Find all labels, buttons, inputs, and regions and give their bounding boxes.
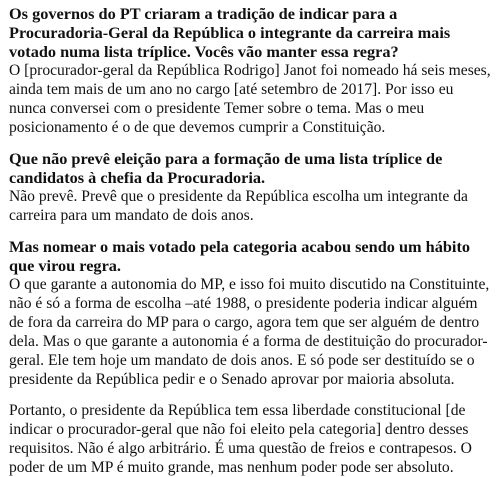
qa-block-1 [9,4,492,137]
question-2: Que não prevê eleição para a formação de uma lista tríplice de candidatos à chefia da Procuradoria. [9,149,443,187]
closing-block [9,401,492,477]
question-3: Mas nomear o mais votado pela categoria acabou sendo um hábito que virou regra. [9,237,471,275]
closing-paragraph: Portanto, o presidente da República tem essa liberdade constitucional [de indicar o procurador-geral que não foi eleito pela categoria] dentro desses requisitos. Não é algo arbitrário. É uma questão de freios e contrapesos. O poder de um MP é muito grande, mas nenhum poder pode ser absoluto. [9,402,472,476]
answer-2: Não prevê. Prevê que o presidente da República escolha um integrante da carreira para um mandato de dois anos. [9,188,468,224]
question-1: Os governos do PT criaram a tradição de indicar para a Procuradoria-Geral da República o integrante da carreira mais votado numa lista tríplice. Vocês vão manter essa regra? [9,4,451,61]
qa-block-3 [9,237,492,389]
qa-block-2 [9,149,492,225]
answer-1: O [procurador-geral da República Rodrigo] Janot foi nomeado há seis meses, ainda tem mais de um ano no cargo [até setembro de 2017]. Por isso eu nunca conversei com o presidente Temer sobre o tema. Mas o meu posicionamento é o de que devemos cumprir a Constituição. [9,62,491,136]
answer-3: O que garante a autonomia do MP, e isso foi muito discutido na Constituinte, não é só a forma de escolha –até 1988, o presidente poderia indicar alguém de fora da carreira do MP para o cargo, agora tem que ser alguém de dentro dela. Mas o que garante a autonomia é a forma de destituição do procurador-geral. Ele tem hoje um mandato de dois anos. E só pode ser destituído se o presidente da República pedir e o Senado aprovar por maioria absoluta. [9,276,490,388]
